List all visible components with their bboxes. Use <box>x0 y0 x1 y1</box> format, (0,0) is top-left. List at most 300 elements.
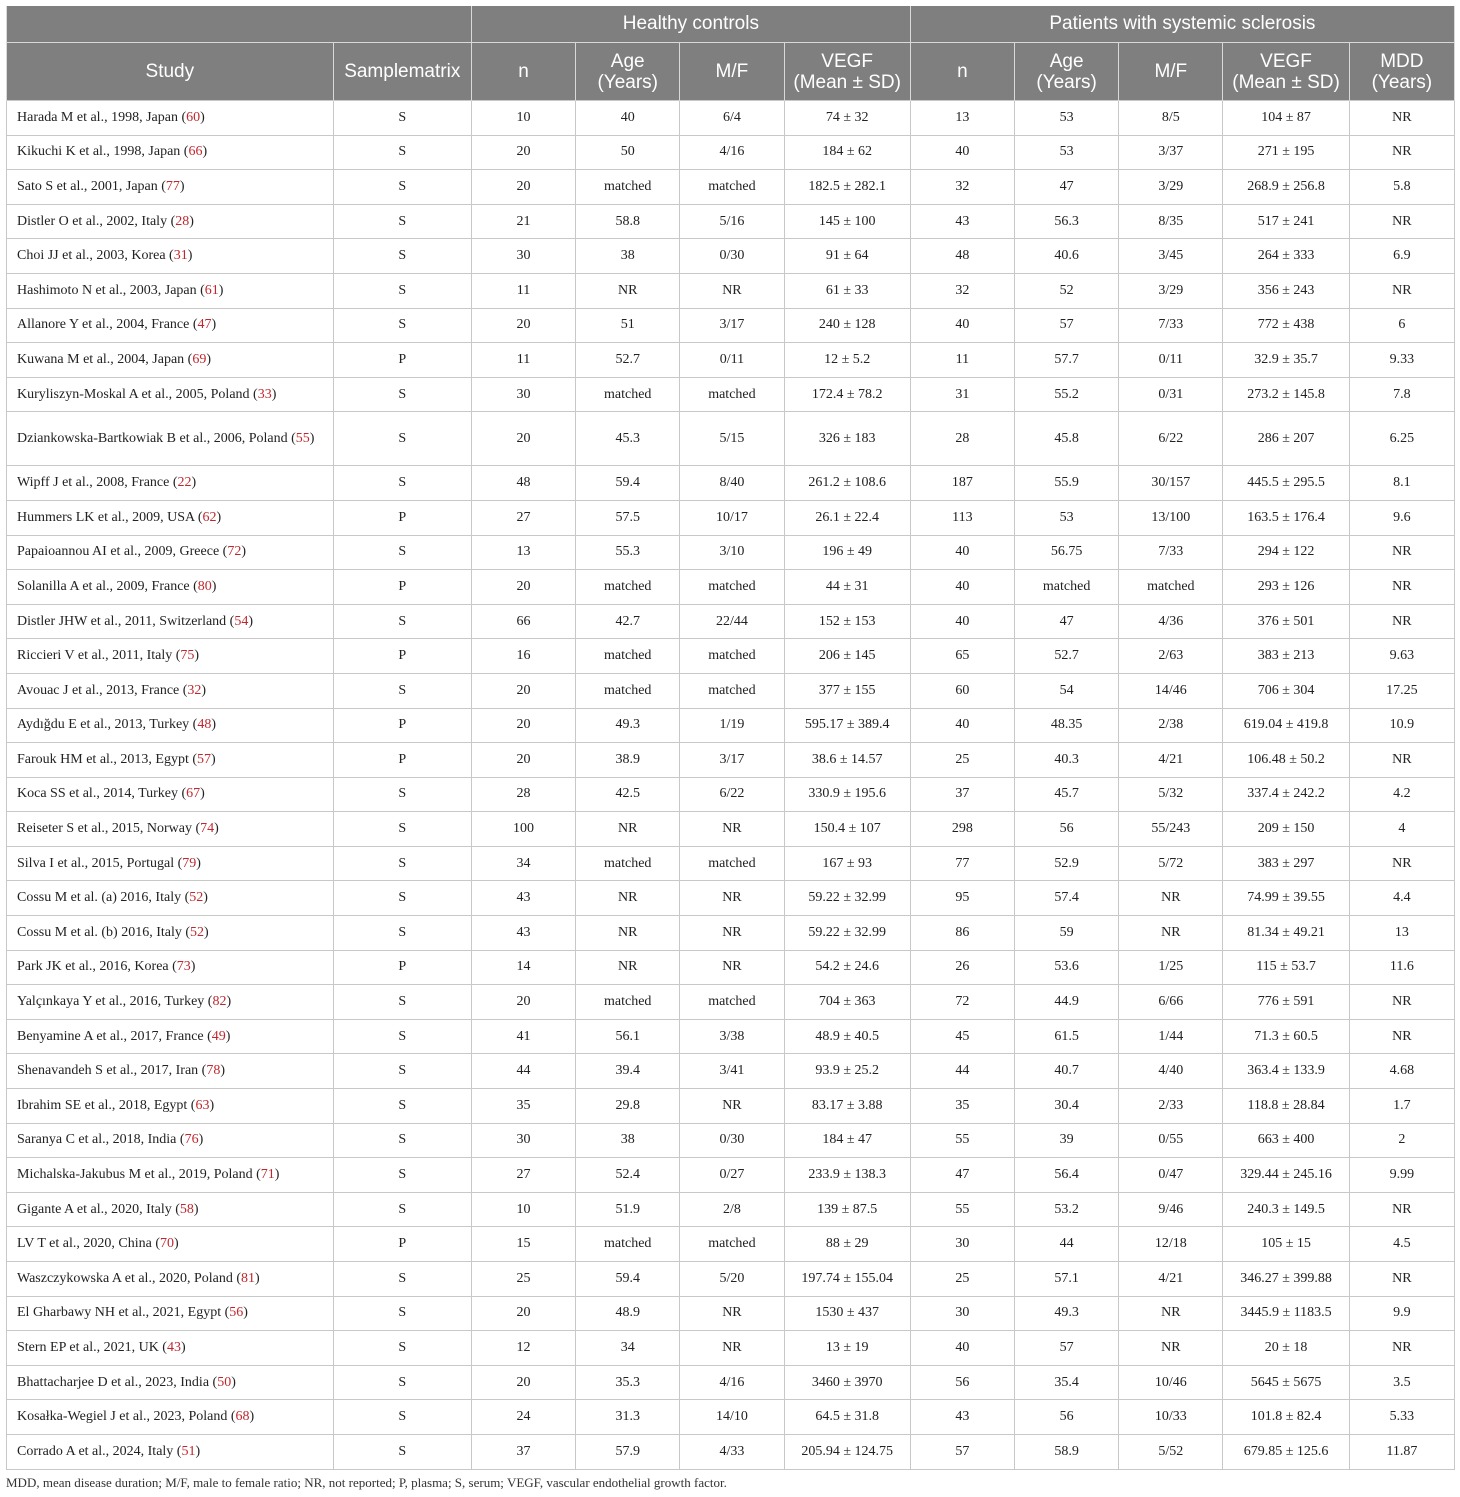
study-citation: Aydığdu E et al., 2013, Turkey ( <box>17 717 198 733</box>
cell-hc-mf: matched <box>680 846 784 881</box>
cell-matrix: S <box>333 1331 471 1366</box>
citation-close-paren: ) <box>226 994 232 1010</box>
study-citation: Silva I et al., 2015, Portugal ( <box>17 855 183 871</box>
cell-hc-vegf: 197.74 ± 155.04 <box>784 1262 910 1297</box>
reference-link[interactable]: 79 <box>182 855 197 871</box>
cell-hc-age: NR <box>576 916 680 951</box>
cell-ssc-vegf: 329.44 ± 245.16 <box>1223 1158 1349 1193</box>
cell-hc-n: 12 <box>471 1331 575 1366</box>
reference-link[interactable]: 31 <box>173 248 188 264</box>
reference-link[interactable]: 67 <box>186 786 201 802</box>
cell-ssc-age: 55.9 <box>1015 466 1119 501</box>
cell-hc-age: 56.1 <box>576 1019 680 1054</box>
cell-ssc-vegf: 105 ± 15 <box>1223 1227 1349 1262</box>
citation-close-paren: ) <box>211 751 216 767</box>
cell-ssc-mdd: 9.33 <box>1349 343 1454 378</box>
cell-ssc-vegf: 118.8 ± 28.84 <box>1223 1089 1349 1124</box>
cell-hc-mf: 0/30 <box>680 1123 784 1158</box>
reference-link[interactable]: 33 <box>257 386 272 402</box>
study-citation: Koca SS et al., 2014, Turkey ( <box>17 786 187 802</box>
study-table-container <box>6 6 1455 1470</box>
cell-ssc-mf: 10/46 <box>1119 1365 1223 1400</box>
cell-study <box>7 985 334 1020</box>
cell-ssc-mf: 6/22 <box>1119 412 1223 466</box>
citation-close-paren: ) <box>195 1443 201 1459</box>
cell-hc-mf: matched <box>680 1227 784 1262</box>
study-citation: Avouac J et al., 2013, France ( <box>17 682 188 698</box>
cell-ssc-mdd: 17.25 <box>1349 673 1454 708</box>
cell-hc-mf: 6/4 <box>680 101 784 136</box>
cell-ssc-age: 45.8 <box>1015 412 1119 466</box>
cell-ssc-mf: 7/33 <box>1119 535 1223 570</box>
cell-ssc-n: 55 <box>910 1192 1014 1227</box>
cell-ssc-mdd: 6.25 <box>1349 412 1454 466</box>
reference-link[interactable]: 66 <box>188 144 203 160</box>
cell-ssc-mf: 6/66 <box>1119 985 1223 1020</box>
reference-link[interactable]: 47 <box>197 317 212 333</box>
cell-matrix: S <box>333 881 471 916</box>
study-citation: Ibrahim SE et al., 2018, Egypt ( <box>17 1097 196 1113</box>
cell-ssc-age: 57.7 <box>1015 343 1119 378</box>
cell-hc-mf: 3/41 <box>680 1054 784 1089</box>
group-header-blank <box>7 6 472 43</box>
reference-link[interactable]: 22 <box>177 475 192 491</box>
table-row <box>7 950 1455 985</box>
citation-close-paren: ) <box>201 682 207 698</box>
cell-hc-age: 39.4 <box>576 1054 680 1089</box>
cell-hc-mf: 22/44 <box>680 604 784 639</box>
cell-study <box>7 1089 334 1124</box>
cell-ssc-mf: NR <box>1119 1331 1223 1366</box>
cell-hc-n: 10 <box>471 101 575 136</box>
cell-hc-age: 57.9 <box>576 1434 680 1469</box>
col-header-hc-mf: M/F <box>680 43 784 101</box>
cell-matrix: S <box>333 1434 471 1469</box>
cell-ssc-n: 25 <box>910 743 1014 778</box>
reference-link[interactable]: 75 <box>180 648 195 664</box>
cell-hc-mf: 14/10 <box>680 1400 784 1435</box>
cell-ssc-age: 61.5 <box>1015 1019 1119 1054</box>
cell-hc-age: 48.9 <box>576 1296 680 1331</box>
cell-hc-mf: 5/20 <box>680 1262 784 1297</box>
cell-ssc-mf: 1/44 <box>1119 1019 1223 1054</box>
cell-hc-mf: NR <box>680 881 784 916</box>
reference-link[interactable]: 51 <box>181 1443 196 1459</box>
cell-ssc-age: 53 <box>1015 101 1119 136</box>
cell-hc-vegf: 167 ± 93 <box>784 846 910 881</box>
cell-ssc-mf: NR <box>1119 1296 1223 1331</box>
cell-study <box>7 1296 334 1331</box>
citation-close-paren: ) <box>173 1236 179 1252</box>
cell-study <box>7 950 334 985</box>
cell-study <box>7 1365 334 1400</box>
reference-link[interactable]: 48 <box>197 717 212 733</box>
cell-hc-age: matched <box>576 377 680 412</box>
cell-hc-age: 34 <box>576 1331 680 1366</box>
reference-link[interactable]: 80 <box>197 578 212 594</box>
study-citation: Park JK et al., 2016, Korea ( <box>17 959 177 975</box>
cell-study <box>7 412 334 466</box>
cell-ssc-age: 58.9 <box>1015 1434 1119 1469</box>
cell-ssc-mf: 9/46 <box>1119 1192 1223 1227</box>
study-citation: Wipff J et al., 2008, France ( <box>17 475 178 491</box>
cell-matrix: S <box>333 204 471 239</box>
cell-ssc-mf: 0/31 <box>1119 377 1223 412</box>
study-table <box>6 6 1455 1470</box>
table-row <box>7 743 1455 778</box>
table-row <box>7 377 1455 412</box>
reference-link[interactable]: 56 <box>229 1305 244 1321</box>
cell-ssc-n: 37 <box>910 777 1014 812</box>
cell-ssc-age: 57 <box>1015 308 1119 343</box>
cell-ssc-age: 53 <box>1015 135 1119 170</box>
cell-hc-age: matched <box>576 1227 680 1262</box>
table-row <box>7 777 1455 812</box>
table-row <box>7 412 1455 466</box>
cell-hc-mf: 3/38 <box>680 1019 784 1054</box>
cell-ssc-mf: 10/33 <box>1119 1400 1223 1435</box>
table-row <box>7 1365 1455 1400</box>
study-citation: Distler JHW et al., 2011, Switzerland ( <box>17 613 235 629</box>
cell-hc-age: 31.3 <box>576 1400 680 1435</box>
cell-hc-n: 100 <box>471 812 575 847</box>
reference-link[interactable]: 76 <box>184 1132 199 1148</box>
reference-link[interactable]: 50 <box>217 1374 232 1390</box>
cell-hc-age: 29.8 <box>576 1089 680 1124</box>
table-row <box>7 1400 1455 1435</box>
cell-matrix: P <box>333 743 471 778</box>
cell-ssc-n: 72 <box>910 985 1014 1020</box>
cell-hc-vegf: 240 ± 128 <box>784 308 910 343</box>
reference-link[interactable]: 58 <box>179 1201 194 1217</box>
table-row <box>7 639 1455 674</box>
cell-ssc-n: 40 <box>910 308 1014 343</box>
cell-ssc-mdd: 11.6 <box>1349 950 1454 985</box>
cell-study <box>7 1227 334 1262</box>
cell-hc-age: 45.3 <box>576 412 680 466</box>
table-row <box>7 535 1455 570</box>
cell-ssc-n: 31 <box>910 377 1014 412</box>
cell-ssc-age: 30.4 <box>1015 1089 1119 1124</box>
cell-hc-n: 20 <box>471 673 575 708</box>
table-row <box>7 1089 1455 1124</box>
reference-link[interactable]: 61 <box>204 282 219 298</box>
cell-hc-age: 50 <box>576 135 680 170</box>
reference-link[interactable]: 72 <box>227 544 242 560</box>
cell-matrix: P <box>333 343 471 378</box>
table-row <box>7 170 1455 205</box>
cell-hc-mf: NR <box>680 1296 784 1331</box>
study-citation: Hummers LK et al., 2009, USA ( <box>17 509 203 525</box>
cell-hc-mf: NR <box>680 812 784 847</box>
table-row <box>7 881 1455 916</box>
cell-ssc-vegf: 74.99 ± 39.55 <box>1223 881 1349 916</box>
cell-ssc-n: 30 <box>910 1296 1014 1331</box>
citation-close-paren: ) <box>202 144 208 160</box>
cell-ssc-mf: 4/36 <box>1119 604 1223 639</box>
cell-ssc-mf: 0/11 <box>1119 343 1223 378</box>
cell-matrix: P <box>333 570 471 605</box>
reference-link[interactable]: 68 <box>235 1409 250 1425</box>
cell-hc-n: 20 <box>471 570 575 605</box>
cell-hc-age: matched <box>576 170 680 205</box>
citation-close-paren: ) <box>198 1132 204 1148</box>
cell-ssc-age: 52.7 <box>1015 639 1119 674</box>
cell-ssc-mf: 4/21 <box>1119 743 1223 778</box>
cell-study <box>7 308 334 343</box>
cell-ssc-n: 43 <box>910 1400 1014 1435</box>
study-citation: Reiseter S et al., 2015, Norway ( <box>17 821 201 837</box>
cell-hc-n: 20 <box>471 708 575 743</box>
cell-study <box>7 881 334 916</box>
cell-ssc-mdd: 4.68 <box>1349 1054 1454 1089</box>
reference-link[interactable]: 62 <box>202 509 217 525</box>
cell-ssc-vegf: 20 ± 18 <box>1223 1331 1349 1366</box>
cell-ssc-age: 57.4 <box>1015 881 1119 916</box>
citation-close-paren: ) <box>249 1409 255 1425</box>
cell-ssc-age: matched <box>1015 570 1119 605</box>
cell-ssc-vegf: 337.4 ± 242.2 <box>1223 777 1349 812</box>
cell-ssc-mf: 13/100 <box>1119 500 1223 535</box>
citation-close-paren: ) <box>248 613 254 629</box>
citation-close-paren: ) <box>200 786 205 802</box>
reference-link[interactable]: 71 <box>260 1167 275 1183</box>
cell-hc-age: 40 <box>576 101 680 136</box>
cell-study <box>7 639 334 674</box>
col-header-ssc-vegf: VEGF (Mean ± SD) <box>1223 43 1349 101</box>
reference-link[interactable]: 78 <box>206 1063 221 1079</box>
cell-ssc-vegf: 5645 ± 5675 <box>1223 1365 1349 1400</box>
cell-hc-vegf: 184 ± 62 <box>784 135 910 170</box>
cell-ssc-vegf: 383 ± 213 <box>1223 639 1349 674</box>
cell-ssc-n: 65 <box>910 639 1014 674</box>
study-citation: Waszczykowska A et al., 2020, Poland ( <box>17 1270 241 1286</box>
cell-matrix: S <box>333 673 471 708</box>
cell-ssc-vegf: 81.34 ± 49.21 <box>1223 916 1349 951</box>
cell-ssc-n: 40 <box>910 535 1014 570</box>
cell-ssc-mdd: NR <box>1349 135 1454 170</box>
cell-hc-vegf: 184 ± 47 <box>784 1123 910 1158</box>
cell-ssc-mdd: 13 <box>1349 916 1454 951</box>
citation-close-paren: ) <box>193 1201 199 1217</box>
cell-hc-vegf: 83.17 ± 3.88 <box>784 1089 910 1124</box>
cell-hc-age: NR <box>576 812 680 847</box>
col-header-ssc-mf: M/F <box>1119 43 1223 101</box>
cell-hc-vegf: 233.9 ± 138.3 <box>784 1158 910 1193</box>
study-citation: Cossu M et al. (a) 2016, Italy ( <box>17 890 190 906</box>
table-row <box>7 1296 1455 1331</box>
cell-hc-vegf: 205.94 ± 124.75 <box>784 1434 910 1469</box>
cell-matrix: S <box>333 1262 471 1297</box>
citation-close-paren: ) <box>191 475 197 491</box>
table-row <box>7 604 1455 639</box>
cell-matrix: S <box>333 604 471 639</box>
cell-hc-vegf: 91 ± 64 <box>784 239 910 274</box>
cell-hc-age: 58.8 <box>576 204 680 239</box>
cell-hc-age: matched <box>576 570 680 605</box>
cell-hc-mf: 3/17 <box>680 308 784 343</box>
group-header-patients: Patients with systemic sclerosis <box>910 6 1454 43</box>
cell-ssc-age: 56.3 <box>1015 204 1119 239</box>
cell-hc-n: 20 <box>471 412 575 466</box>
cell-ssc-vegf: 115 ± 53.7 <box>1223 950 1349 985</box>
cell-ssc-age: 48.35 <box>1015 708 1119 743</box>
cell-ssc-age: 53 <box>1015 500 1119 535</box>
cell-study <box>7 377 334 412</box>
cell-hc-mf: 8/40 <box>680 466 784 501</box>
cell-ssc-mf: 1/25 <box>1119 950 1223 985</box>
cell-hc-vegf: 150.4 ± 107 <box>784 812 910 847</box>
reference-link[interactable]: 52 <box>190 924 205 940</box>
table-row <box>7 308 1455 343</box>
cell-ssc-n: 35 <box>910 1089 1014 1124</box>
reference-link[interactable]: 55 <box>295 430 310 446</box>
cell-ssc-n: 298 <box>910 812 1014 847</box>
cell-hc-vegf: 64.5 ± 31.8 <box>784 1400 910 1435</box>
cell-hc-age: 38.9 <box>576 743 680 778</box>
cell-matrix: S <box>333 1123 471 1158</box>
cell-study <box>7 846 334 881</box>
cell-ssc-mf: 55/243 <box>1119 812 1223 847</box>
cell-hc-mf: 10/17 <box>680 500 784 535</box>
cell-study <box>7 1331 334 1366</box>
table-row <box>7 1192 1455 1227</box>
cell-hc-age: 38 <box>576 239 680 274</box>
cell-hc-mf: NR <box>680 950 784 985</box>
reference-link[interactable]: 82 <box>212 994 227 1010</box>
cell-ssc-mf: 5/32 <box>1119 777 1223 812</box>
cell-ssc-mf: 3/29 <box>1119 273 1223 308</box>
reference-link[interactable]: 28 <box>175 213 190 229</box>
cell-ssc-n: 40 <box>910 135 1014 170</box>
cell-ssc-n: 30 <box>910 1227 1014 1262</box>
table-row <box>7 846 1455 881</box>
reference-link[interactable]: 69 <box>192 351 207 367</box>
cell-ssc-age: 35.4 <box>1015 1365 1119 1400</box>
study-citation: Kikuchi K et al., 1998, Japan ( <box>17 144 189 160</box>
cell-ssc-mdd: 11.87 <box>1349 1434 1454 1469</box>
study-citation: Kuryliszyn-Moskal A et al., 2005, Poland ( <box>17 386 258 402</box>
study-citation: Shenavandeh S et al., 2017, Iran ( <box>17 1063 207 1079</box>
cell-hc-vegf: 704 ± 363 <box>784 985 910 1020</box>
cell-ssc-mdd: 4.2 <box>1349 777 1454 812</box>
cell-study <box>7 673 334 708</box>
cell-matrix: S <box>333 170 471 205</box>
cell-ssc-mdd: NR <box>1349 535 1454 570</box>
reference-link[interactable]: 49 <box>211 1028 226 1044</box>
cell-ssc-age: 57.1 <box>1015 1262 1119 1297</box>
reference-link[interactable]: 81 <box>241 1270 255 1286</box>
cell-matrix: S <box>333 1054 471 1089</box>
cell-hc-mf: matched <box>680 170 784 205</box>
cell-matrix: S <box>333 1400 471 1435</box>
cell-study <box>7 535 334 570</box>
study-citation: Gigante A et al., 2020, Italy ( <box>17 1201 180 1217</box>
cell-ssc-n: 11 <box>910 343 1014 378</box>
cell-hc-n: 24 <box>471 1400 575 1435</box>
reference-link[interactable]: 73 <box>176 959 191 975</box>
study-citation: Michalska-Jakubus M et al., 2019, Poland ( <box>17 1167 261 1183</box>
cell-ssc-vegf: 293 ± 126 <box>1223 570 1349 605</box>
cell-ssc-mdd: 4 <box>1349 812 1454 847</box>
cell-hc-n: 14 <box>471 950 575 985</box>
cell-matrix: S <box>333 1192 471 1227</box>
reference-link[interactable]: 63 <box>195 1097 210 1113</box>
citation-close-paren: ) <box>231 1374 236 1390</box>
cell-hc-mf: 4/33 <box>680 1434 784 1469</box>
citation-close-paren: ) <box>309 430 315 446</box>
table-body <box>7 101 1455 1470</box>
cell-hc-mf: 0/11 <box>680 343 784 378</box>
citation-close-paren: ) <box>179 178 185 194</box>
cell-ssc-n: 25 <box>910 1262 1014 1297</box>
cell-matrix: S <box>333 273 471 308</box>
cell-ssc-mf: 30/157 <box>1119 466 1223 501</box>
table-row <box>7 1227 1455 1262</box>
cell-study <box>7 204 334 239</box>
cell-matrix: P <box>333 1227 471 1262</box>
group-header-row <box>7 6 1455 43</box>
cell-hc-mf: 3/10 <box>680 535 784 570</box>
reference-link[interactable]: 43 <box>166 1339 181 1355</box>
cell-ssc-age: 56 <box>1015 812 1119 847</box>
reference-link[interactable]: 54 <box>234 613 249 629</box>
reference-link[interactable]: 70 <box>159 1236 174 1252</box>
col-header-ssc-mdd: MDD (Years) <box>1349 43 1454 101</box>
reference-link[interactable]: 77 <box>165 178 180 194</box>
study-citation: Choi JJ et al., 2003, Korea ( <box>17 248 174 264</box>
col-header-study: Study <box>7 43 334 101</box>
reference-link[interactable]: 74 <box>200 821 215 837</box>
table-row <box>7 812 1455 847</box>
cell-ssc-n: 187 <box>910 466 1014 501</box>
cell-ssc-mf: 4/40 <box>1119 1054 1223 1089</box>
cell-hc-vegf: 74 ± 32 <box>784 101 910 136</box>
cell-ssc-n: 77 <box>910 846 1014 881</box>
cell-ssc-mf: 14/46 <box>1119 673 1223 708</box>
cell-ssc-mf: 3/29 <box>1119 170 1223 205</box>
table-row <box>7 273 1455 308</box>
cell-ssc-vegf: 376 ± 501 <box>1223 604 1349 639</box>
cell-hc-n: 20 <box>471 1296 575 1331</box>
cell-ssc-n: 47 <box>910 1158 1014 1193</box>
cell-ssc-mf: 3/37 <box>1119 135 1223 170</box>
cell-study <box>7 273 334 308</box>
cell-ssc-age: 53.6 <box>1015 950 1119 985</box>
reference-link[interactable]: 60 <box>186 109 201 125</box>
cell-ssc-vegf: 240.3 ± 149.5 <box>1223 1192 1349 1227</box>
cell-ssc-vegf: 663 ± 400 <box>1223 1123 1349 1158</box>
reference-link[interactable]: 32 <box>187 682 202 698</box>
study-citation: Stern EP et al., 2021, UK ( <box>17 1339 167 1355</box>
table-row <box>7 1123 1455 1158</box>
cell-study <box>7 343 334 378</box>
table-row <box>7 343 1455 378</box>
col-header-ssc-age: Age (Years) <box>1015 43 1119 101</box>
cell-hc-n: 35 <box>471 1089 575 1124</box>
cell-hc-mf: 1/19 <box>680 708 784 743</box>
reference-link[interactable]: 52 <box>189 890 204 906</box>
cell-ssc-vegf: 776 ± 591 <box>1223 985 1349 1020</box>
cell-hc-vegf: 1530 ± 437 <box>784 1296 910 1331</box>
cell-ssc-mdd: NR <box>1349 985 1454 1020</box>
cell-ssc-vegf: 363.4 ± 133.9 <box>1223 1054 1349 1089</box>
reference-link[interactable]: 57 <box>197 751 212 767</box>
cell-hc-mf: NR <box>680 1089 784 1124</box>
cell-matrix: S <box>333 412 471 466</box>
cell-hc-vegf: 330.9 ± 195.6 <box>784 777 910 812</box>
cell-hc-n: 10 <box>471 1192 575 1227</box>
